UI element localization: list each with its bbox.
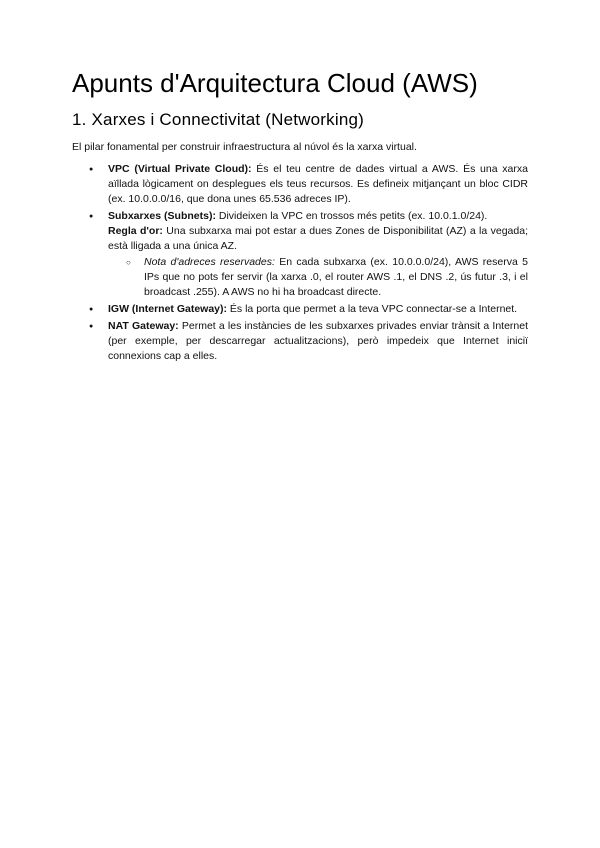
item-text: És la porta que permet a la teva VPC connectar-se a Internet. xyxy=(227,303,518,315)
item-term: NAT Gateway: xyxy=(108,320,179,332)
section-heading: 1. Xarxes i Connectivitat (Networking) xyxy=(72,110,364,129)
list-item-vpc xyxy=(108,162,528,207)
item-text: És el teu centre de dades virtual a AWS. És una xarxa aïllada lògicament on desplegues els teus recursos. Es defineix mitjançant un bloc CIDR (ex. 10.0.0.0/16, que dona unes 65.536 adreces IP). xyxy=(108,163,528,205)
sub-list xyxy=(108,255,528,300)
rule-text: Una subxarxa mai pot estar a dues Zones de Disponibilitat (AZ) a la vegada; està lligada a una única AZ. xyxy=(108,225,528,252)
document-title: Apunts d'Arquitectura Cloud (AWS) xyxy=(72,68,478,98)
item-term: Subxarxes (Subnets): xyxy=(108,210,216,222)
section-intro: El pilar fonamental per construir infraestructura al núvol és la xarxa virtual. xyxy=(72,141,417,153)
list-item-igw xyxy=(108,302,528,317)
note-text: En cada subxarxa (ex. 10.0.0.0/24), AWS reserva 5 IPs que no pots fer servir (la xarxa .0, el router AWS .1, el DNS .2, ús futur .3, i el broadcast .255). A AWS no hi ha broadcast directe. xyxy=(144,256,528,298)
list-item-subnets xyxy=(108,209,528,300)
bullet-list xyxy=(72,162,528,364)
list-item-nat-gateway xyxy=(108,319,528,364)
item-term: VPC (Virtual Private Cloud): xyxy=(108,163,252,175)
item-term: IGW (Internet Gateway): xyxy=(108,303,228,315)
item-text: Permet a les instàncies de les subxarxes privades enviar trànsit a Internet (per exemple, per descarregar actualitzacions), però impedeix que Internet iniciï connexions cap a elles. xyxy=(108,320,529,362)
document-page xyxy=(72,66,528,366)
note-term: Nota d'adreces reservades: xyxy=(144,256,275,268)
item-text: Divideixen la VPC en trossos més petits (ex. 10.0.1.0/24). xyxy=(215,210,488,222)
rule-term: Regla d'or: xyxy=(108,225,163,237)
sub-item-reserved-addresses xyxy=(144,255,528,300)
